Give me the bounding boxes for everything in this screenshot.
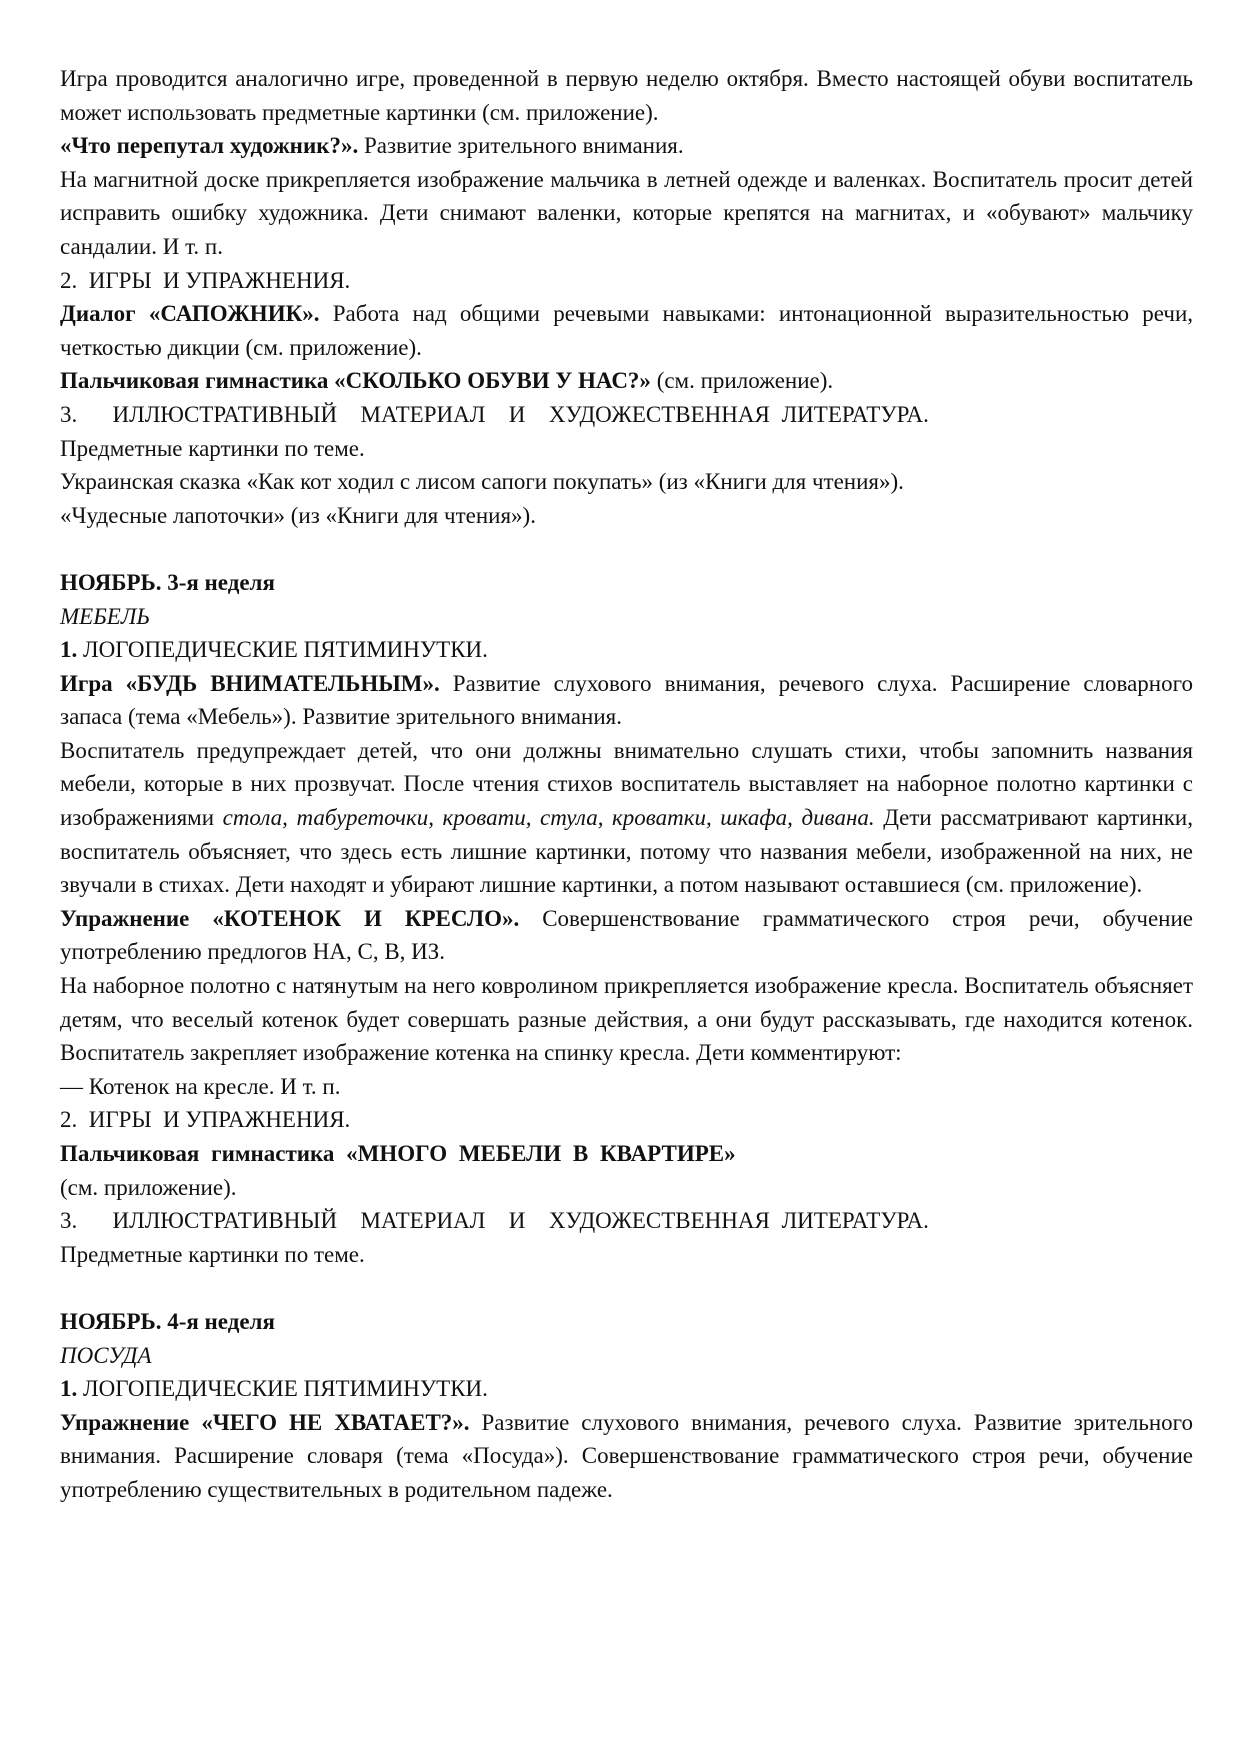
paragraph: Пальчиковая гимнастика «МНОГО МЕБЕЛИ В КВАРТИРЕ» <box>60 1141 736 1166</box>
game-goal: Развитие слухового внимания, речевого слуха. Расширение словарного запаса (тема «Мебель»). Развитие зрительного внимания. <box>60 670 1193 730</box>
paragraph <box>60 1406 1193 1507</box>
section-heading <box>60 633 1193 667</box>
paragraph: — Котенок на кресле. И т. п. <box>60 1073 341 1099</box>
section-heading: 3. ИЛЛЮСТРАТИВНЫЙ МАТЕРИАЛ И ХУДОЖЕСТВЕННАЯ ЛИТЕРАТУРА. <box>60 1208 929 1234</box>
game-goal: Развитие слухового внимания, речевого слуха. Развитие зрительного внимания. Расширение словаря (тема «Посуда»). Совершенствование грамматического строя речи, обучение употреблению существительных в родительном падеже. <box>60 1409 1193 1502</box>
paragraph: На магнитной доске прикрепляется изображение мальчика в летней одежде и валенках. Воспитатель просит детей исправить ошибку художника. Дети снимают валенки, которые крепятся на магнитах, и «обувают» мальчику сандалии. И т. п. <box>60 166 1193 259</box>
paragraph: Предметные картинки по теме. <box>60 435 365 461</box>
paragraph: Игра проводится аналогично игре, проведенной в первую неделю октября. Вместо настоящей обуви воспитатель может использовать предметные картинки (см. приложение). <box>60 66 1193 125</box>
section-heading: 3. ИЛЛЮСТРАТИВНЫЙ МАТЕРИАЛ И ХУДОЖЕСТВЕННАЯ ЛИТЕРАТУРА. <box>60 401 929 427</box>
game-title: «Что перепутал художник?». <box>60 133 359 159</box>
paragraph: На наборное полотно с натянутым на него ковролином прикрепляется изображение кресла. Воспитатель объясняет детям, что веселый котенок будет совершать разные действия, а они будут рассказывать, где находится котенок. Воспитатель закрепляет изображение котенка на спинку кресла. Дети комментируют: <box>60 973 1193 1066</box>
paragraph <box>60 129 1193 163</box>
game-goal: Совершенствование грамматического строя речи, обучение употреблению предлогов НА, С, В, ИЗ. <box>60 905 1193 965</box>
week-topic: МЕБЕЛЬ <box>60 603 150 629</box>
paragraph <box>60 902 1193 969</box>
game-goal: Развитие зрительного внимания. <box>358 133 684 159</box>
section-heading: 2. ИГРЫ И УПРАЖНЕНИЯ. <box>60 267 351 293</box>
game-title: Упражнение «ЧЕГО НЕ ХВАТАЕТ?». <box>60 1409 470 1435</box>
paragraph: «Чудесные лапоточки» (из «Книги для чтения»). <box>60 502 536 528</box>
section-heading: 2. ИГРЫ И УПРАЖНЕНИЯ. <box>60 1107 351 1133</box>
section-number: 1. <box>60 637 78 663</box>
game-title: Игра «БУДЬ ВНИМАТЕЛЬНЫМ». <box>60 670 440 696</box>
paragraph: (см. приложение). <box>60 1174 237 1200</box>
paragraph <box>60 667 1193 734</box>
paragraph: Украинская сказка «Как кот ходил с лисом сапоги покупать» (из «Книги для чтения»). <box>60 469 904 495</box>
text: Дети рассматривают картинки, воспитатель объясняет, что здесь есть лишние картинки, потому что названия мебели, изображенной на них, не звучали в стихах. Дети находят и убирают лишние картинки, а потом называют оставшиеся (см. приложение). <box>60 805 1193 898</box>
game-title: Диалог «САПОЖНИК». <box>60 301 320 327</box>
section-number: 1. <box>60 1376 78 1402</box>
paragraph <box>60 297 1193 364</box>
document-page <box>60 62 1193 1507</box>
paragraph: Предметные картинки по теме. <box>60 1241 365 1267</box>
section-heading <box>60 1372 1193 1406</box>
section-title: ЛОГОПЕДИЧЕСКИЕ ПЯТИМИНУТКИ. <box>77 1376 488 1402</box>
paragraph <box>60 734 1193 902</box>
week-heading: НОЯБРЬ. 3-я неделя <box>60 569 275 595</box>
week-topic: ПОСУДА <box>60 1342 152 1368</box>
game-title: Упражнение «КОТЕНОК И КРЕСЛО». <box>60 905 520 931</box>
game-goal: (см. приложение). <box>650 368 834 394</box>
italic-text: стола, табуреточки, кровати, стула, кроватки, шкафа, дивана. <box>222 805 875 831</box>
section-title: ЛОГОПЕДИЧЕСКИЕ ПЯТИМИНУТКИ. <box>77 637 488 663</box>
week-heading: НОЯБРЬ. 4-я неделя <box>60 1308 275 1334</box>
game-goal: Работа над общими речевыми навыками: интонационной выразительностью речи, четкостью дикции (см. приложение). <box>60 301 1193 360</box>
text: Воспитатель предупреждает детей, что они должны внимательно слушать стихи, чтобы запомнить названия мебели, которые в них прозвучат. После чтения стихов воспитатель выставляет на наборное полотно картинки с изображениями <box>60 737 1193 831</box>
game-title: Пальчиковая гимнастика «СКОЛЬКО ОБУВИ У НАС?» <box>60 368 651 394</box>
paragraph <box>60 364 1193 398</box>
